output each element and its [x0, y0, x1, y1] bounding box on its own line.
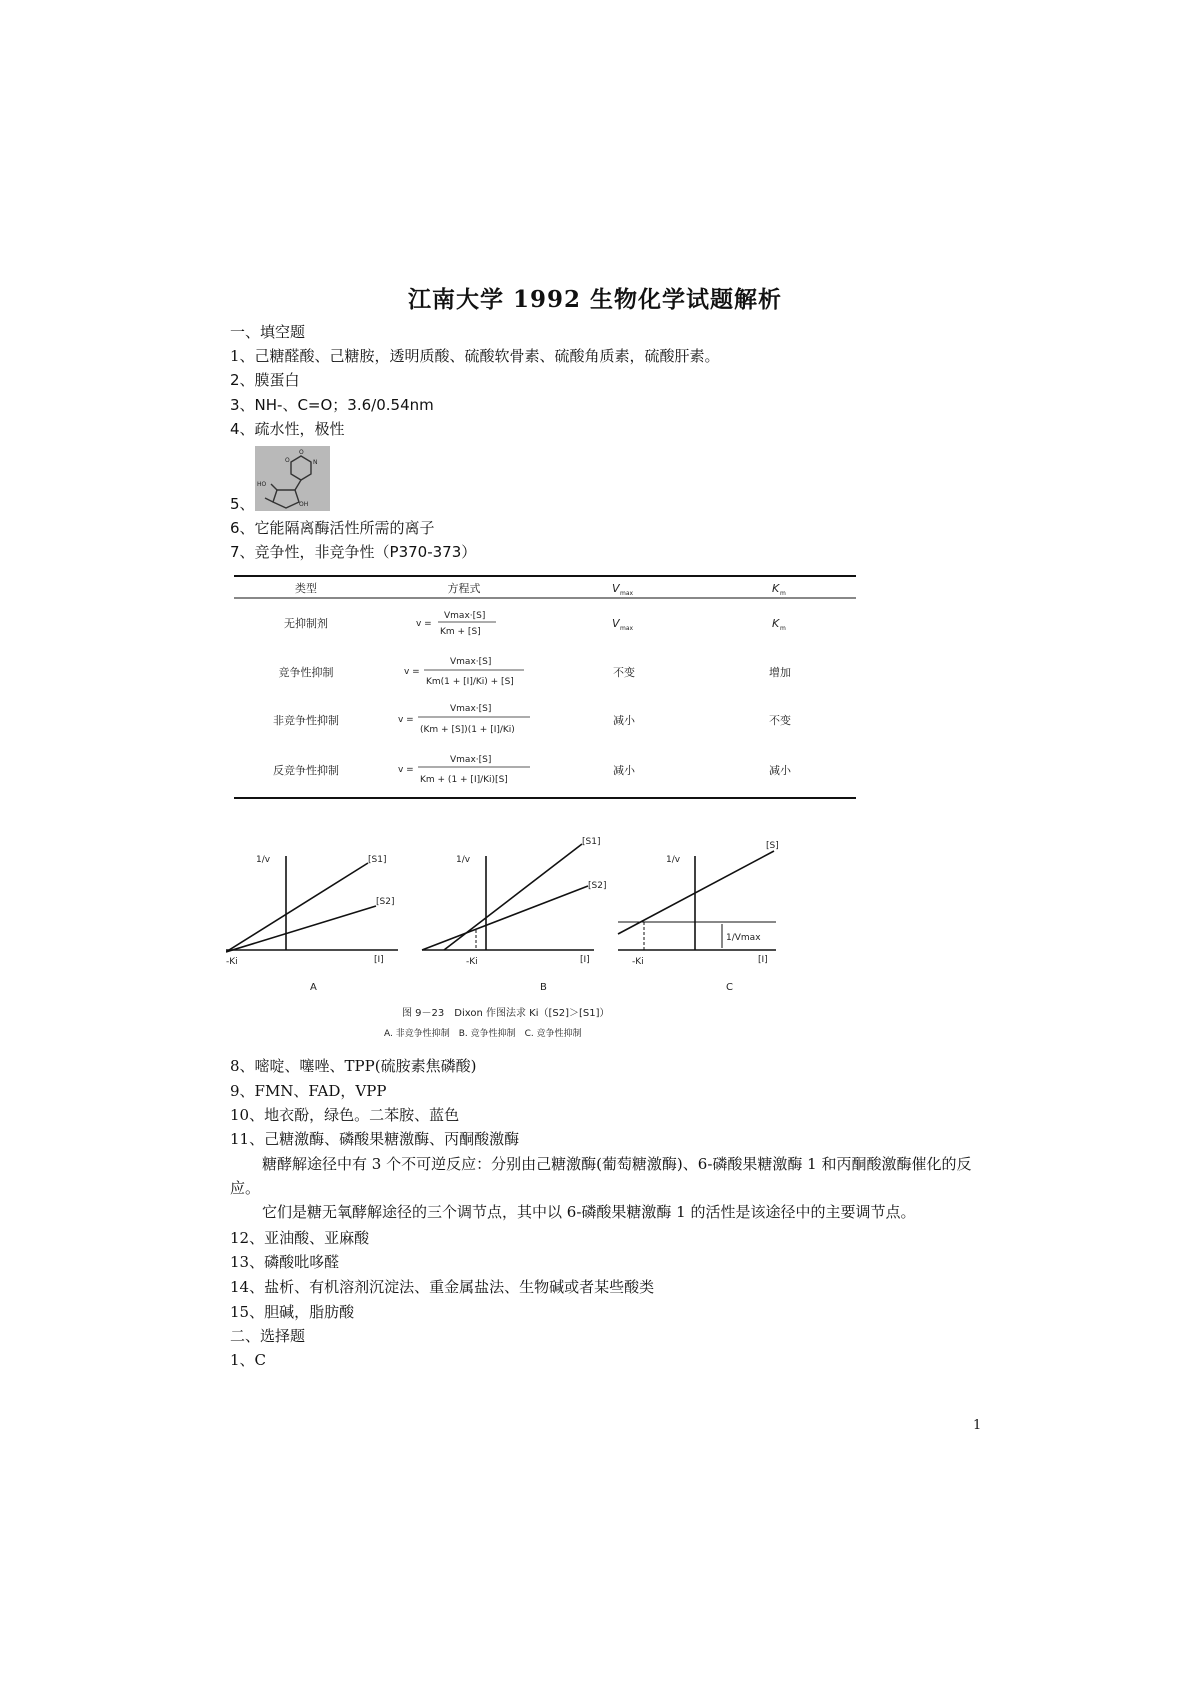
panel-b-ki: -Ki [466, 957, 478, 967]
row-vmax: V [612, 617, 620, 630]
panel-b-s2: [S2] [588, 881, 607, 891]
row-vmax: 不变 [613, 666, 635, 679]
choice-answer-1: 1、C [230, 1351, 267, 1369]
equation-formulas [398, 611, 530, 785]
svg-text:OH: OH [299, 501, 309, 508]
header-equation: 方程式 [447, 582, 481, 595]
panel-a-xlabel: [I] [374, 955, 384, 965]
panel-b-s1: [S1] [582, 837, 601, 847]
panel-a-letter: A [310, 982, 317, 993]
svg-text:Vmax·[S]: Vmax·[S] [450, 755, 492, 765]
dixon-plots [226, 836, 816, 1044]
answer-13: 13、磷酸吡哆醛 [230, 1253, 340, 1271]
answer-5: 5、 [230, 495, 255, 513]
answer-7: 7、竞争性，非竞争性（P370-373） [230, 543, 477, 561]
panel-a-ylabel: 1/v [256, 855, 271, 865]
panel-a-s1: [S1] [368, 855, 387, 865]
answer-9: 9、FMN、FAD，VPP [230, 1082, 387, 1100]
row-vmax-sub: max [620, 625, 634, 632]
answer-15: 15、胆碱，脂肪酸 [230, 1303, 355, 1321]
row-type: 无抑制剂 [284, 617, 328, 630]
panel-c-s: [S] [766, 841, 779, 851]
svg-text:Vmax·[S]: Vmax·[S] [450, 657, 492, 667]
row-vmax: 减小 [613, 714, 635, 727]
svg-text:Vmax·[S]: Vmax·[S] [444, 611, 486, 621]
panel-a-line-s1 [226, 863, 368, 952]
svg-text:(Km + [S])(1 + [I]/Ki): (Km + [S])(1 + [I]/Ki) [420, 725, 515, 735]
panel-b-ylabel: 1/v [456, 855, 471, 865]
svg-text:v =: v = [398, 715, 414, 725]
panel-c-letter: C [726, 982, 733, 993]
panel-c-marker: 1/Vmax [726, 933, 761, 943]
row-km-sub: m [780, 625, 786, 632]
header-type: 类型 [295, 582, 317, 595]
header-vmax-sub: max [620, 590, 634, 597]
row-km: 减小 [769, 764, 791, 777]
header-km: K [772, 582, 780, 595]
answer-14: 14、盐析、有机溶剂沉淀法、重金属盐法、生物碱或者某些酸类 [230, 1278, 655, 1296]
panel-c-xlabel: [I] [758, 955, 768, 965]
row-type: 竞争性抑制 [278, 666, 334, 679]
panel-a-line-s2 [226, 906, 376, 952]
answer-1: 1、己糖醛酸、己糖胺，透明质酸、硫酸软骨素、硫酸角质素，硫酸肝素。 [230, 347, 720, 365]
row-vmax: 减小 [613, 764, 635, 777]
svg-text:O: O [299, 449, 304, 456]
panel-c-ki: -Ki [632, 957, 644, 967]
row-km: 不变 [769, 714, 791, 727]
svg-text:O: O [285, 457, 290, 464]
svg-text:Vmax·[S]: Vmax·[S] [450, 704, 492, 714]
answer-2: 2、膜蛋白 [230, 371, 300, 389]
row-type: 反竞争性抑制 [273, 764, 339, 777]
header-vmax: V [612, 582, 620, 595]
figure-caption: 图 9－23 Dixon 作图法求 Ki（[S2]＞[S1]） [402, 1008, 610, 1019]
molecule-image [255, 446, 330, 511]
svg-text:Km(1 + [I]/Ki) + [S]: Km(1 + [I]/Ki) + [S] [426, 677, 514, 687]
panel-c-ylabel: 1/v [666, 855, 681, 865]
header-km-sub: m [780, 590, 786, 597]
answer-11-paragraph-1: 糖酵解途径中有 3 个不可逆反应：分别由己糖激酶(葡萄糖激酶)、6-磷酸果糖激酶 1 和丙酮酸激酶催化的反应。 [230, 1155, 972, 1197]
section-fill-blank: 一、填空题 [230, 323, 306, 341]
answer-8: 8、嘧啶、噻唑、TPP(硫胺素焦磷酸) [230, 1057, 477, 1075]
answer-11-paragraph-2: 它们是糖无氧酵解途径的三个调节点，其中以 6-磷酸果糖激酶 1 的活性是该途径中的主要调节点。 [262, 1203, 916, 1221]
row-type: 非竞争性抑制 [273, 714, 339, 727]
inhibition-table [234, 574, 856, 800]
svg-text:Km + [S]: Km + [S] [440, 627, 481, 637]
row-km: 增加 [769, 666, 791, 679]
answer-4: 4、疏水性，极性 [230, 420, 345, 438]
svg-text:v =: v = [404, 667, 420, 677]
answer-6: 6、它能隔离酶活性所需的离子 [230, 519, 435, 537]
panel-a-ki: -Ki [226, 957, 238, 967]
panel-a-s2: [S2] [376, 897, 395, 907]
svg-text:HO: HO [257, 481, 267, 488]
svg-text:v =: v = [416, 619, 432, 629]
answer-11: 11、己糖激酶、磷酸果糖激酶、丙酮酸激酶 [230, 1130, 520, 1148]
row-km: K [772, 617, 780, 630]
answer-12: 12、亚油酸、亚麻酸 [230, 1229, 370, 1247]
page-title: 江南大学 1992 生物化学试题解析 [407, 286, 783, 313]
answer-3: 3、NH-、C=O；3.6/0.54nm [230, 396, 434, 414]
svg-text:v =: v = [398, 765, 414, 775]
svg-text:Km + (1 + [I]/Ki)[S]: Km + (1 + [I]/Ki)[S] [420, 775, 508, 785]
panel-b-xlabel: [I] [580, 955, 590, 965]
answer-10: 10、地衣酚，绿色。二苯胺、蓝色 [230, 1106, 460, 1124]
panel-b-letter: B [540, 982, 547, 993]
section-choice: 二、选择题 [230, 1327, 306, 1345]
figure-legend: A. 非竞争性抑制 B. 竞争性抑制 C. 竞争性抑制 [384, 1029, 582, 1039]
svg-text:N: N [313, 459, 318, 466]
panel-b-line-s2 [422, 886, 588, 950]
page-number: 1 [973, 1418, 982, 1433]
